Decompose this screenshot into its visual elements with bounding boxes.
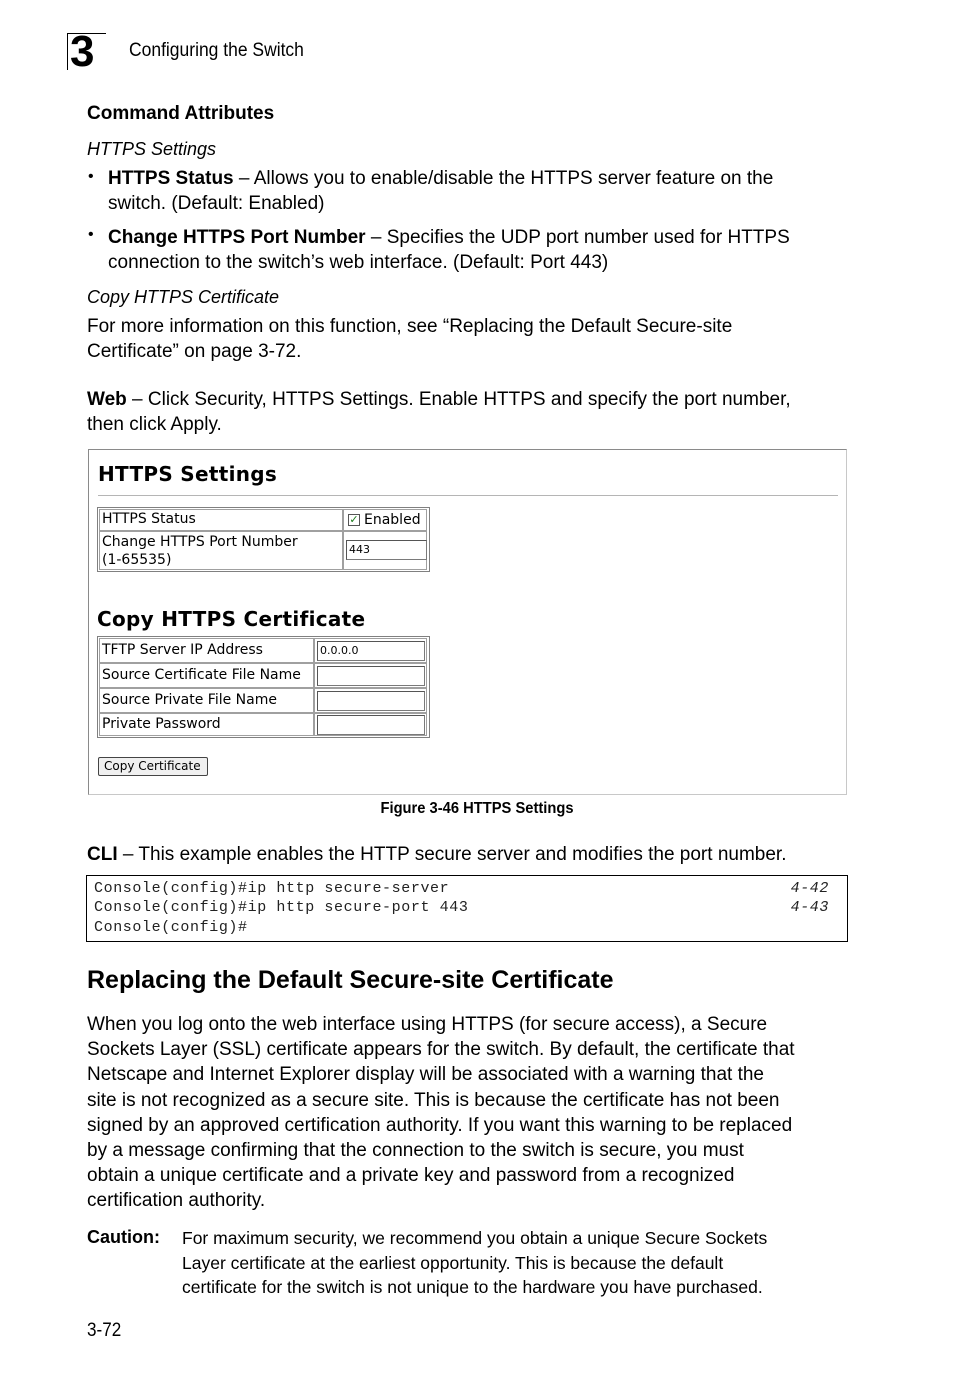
section-heading: Replacing the Default Secure-site Certificate: [87, 966, 614, 994]
web-label: Web: [87, 389, 127, 410]
label-source-private: Source Private File Name: [99, 688, 314, 713]
page-number: 3-72: [87, 1320, 122, 1341]
copy-cert-line: For more information on this function, see “Replacing the Default Secure-site: [87, 316, 733, 337]
chapter-title: Configuring the Switch: [129, 40, 304, 61]
bullet-change-port: [108, 225, 868, 275]
web-text-cont: then click Apply.: [87, 414, 222, 435]
bullet-text: – Allows you to enable/disable the HTTPS server feature on the: [233, 168, 774, 189]
section-body: [87, 1012, 877, 1214]
label-line: (1-65535): [102, 552, 172, 568]
cli-label: CLI: [87, 844, 118, 865]
code-ref: 4-43: [790, 899, 829, 916]
https-settings-table: [97, 507, 430, 572]
caution-text: [182, 1226, 842, 1300]
cli-text: – This example enables the HTTP secure server and modifies the port number.: [117, 844, 787, 865]
bullet-text-cont: connection to the switch’s web interface. (Default: Port 443): [108, 252, 609, 273]
web-text: – Click Security, HTTPS Settings. Enable HTTPS and specify the port number,: [126, 389, 791, 410]
bullet-https-status: [108, 166, 868, 216]
caution-line: certificate for the switch is not unique to the hardware you have purchased.: [182, 1277, 763, 1297]
body-line: Sockets Layer (SSL) certificate appears for the switch. By default, the certificate that: [87, 1039, 795, 1061]
body-line: When you log onto the web interface using HTTPS (for secure access), a Secure: [87, 1014, 768, 1035]
https-status-cell: [343, 509, 427, 531]
copy-cert-text: [87, 314, 867, 364]
code-ref: 4-42: [790, 880, 829, 897]
bullet-term: Change HTTPS Port Number: [108, 227, 366, 248]
copy-cert-title: Copy HTTPS Certificate: [97, 607, 366, 631]
copy-cert-subheading: Copy HTTPS Certificate: [87, 287, 280, 307]
bullet-text: – Specifies the UDP port number used for HTTPS: [365, 227, 790, 248]
body-line: by a message confirming that the connection to the switch is secure, you must: [87, 1140, 744, 1162]
bullet-term: HTTPS Status: [108, 168, 234, 189]
code-line: Console(config)#ip http secure-port 443: [94, 899, 469, 916]
label-line: Change HTTPS Port Number: [102, 534, 298, 550]
caution-line: Layer certificate at the earliest opportunity. This is because the default: [182, 1252, 724, 1273]
bullet-marker: •: [88, 226, 94, 243]
body-line: certification authority.: [87, 1190, 266, 1212]
https-settings-subheading: HTTPS Settings: [87, 139, 217, 159]
tftp-cell: [314, 638, 427, 663]
port-cell: [343, 531, 427, 570]
body-line: obtain a unique certificate and a private key and password from a recognized: [87, 1165, 735, 1187]
command-attributes-heading: Command Attributes: [87, 103, 275, 124]
https-status-checkbox[interactable]: ✓: [349, 513, 359, 526]
copy-cert-table: [97, 636, 430, 738]
caution-label: Caution:: [87, 1227, 160, 1247]
label-tftp-server: TFTP Server IP Address: [99, 638, 314, 663]
private-password-input[interactable]: [317, 715, 425, 735]
source-cert-input[interactable]: [317, 666, 425, 686]
body-line: Netscape and Internet Explorer display will be associated with a warning that the: [87, 1064, 764, 1086]
checkbox-label: Enabled: [364, 512, 421, 528]
label-change-port: [99, 531, 343, 570]
private-password-cell: [314, 713, 427, 736]
label-https-status: HTTPS Status: [99, 509, 343, 531]
copy-certificate-button[interactable]: Copy Certificate: [98, 757, 208, 776]
port-number-input[interactable]: 443: [346, 540, 427, 560]
bullet-text-cont: switch. (Default: Enabled): [108, 193, 325, 214]
bullet-marker: •: [88, 168, 94, 185]
cli-instructions: [87, 842, 887, 867]
cli-code-box: [86, 875, 848, 942]
chapter-number: 3: [70, 27, 95, 76]
body-line: signed by an approved certification authority. If you want this warning to be replaced: [87, 1114, 793, 1136]
body-line: site is not recognized as a secure site. This is because the certificate has not been: [87, 1089, 780, 1111]
screenshot-title: HTTPS Settings: [98, 462, 278, 486]
web-instructions: [87, 387, 867, 437]
tftp-server-input[interactable]: 0.0.0.0: [317, 641, 425, 661]
source-private-cell: [314, 688, 427, 713]
label-source-cert: Source Certificate File Name: [99, 663, 314, 688]
figure-caption: Figure 3-46 HTTPS Settings: [380, 800, 574, 817]
source-private-input[interactable]: [317, 691, 425, 711]
copy-cert-line: Certificate” on page 3-72.: [87, 341, 302, 362]
https-settings-screenshot: [88, 449, 847, 795]
source-cert-cell: [314, 663, 427, 688]
caution-line: For maximum security, we recommend you obtain a unique Secure Sockets: [182, 1228, 768, 1248]
code-line: Console(config)#: [94, 919, 248, 936]
code-line: Console(config)#ip http secure-server: [94, 880, 450, 897]
title-divider: [98, 495, 838, 496]
label-private-password: Private Password: [99, 713, 314, 736]
